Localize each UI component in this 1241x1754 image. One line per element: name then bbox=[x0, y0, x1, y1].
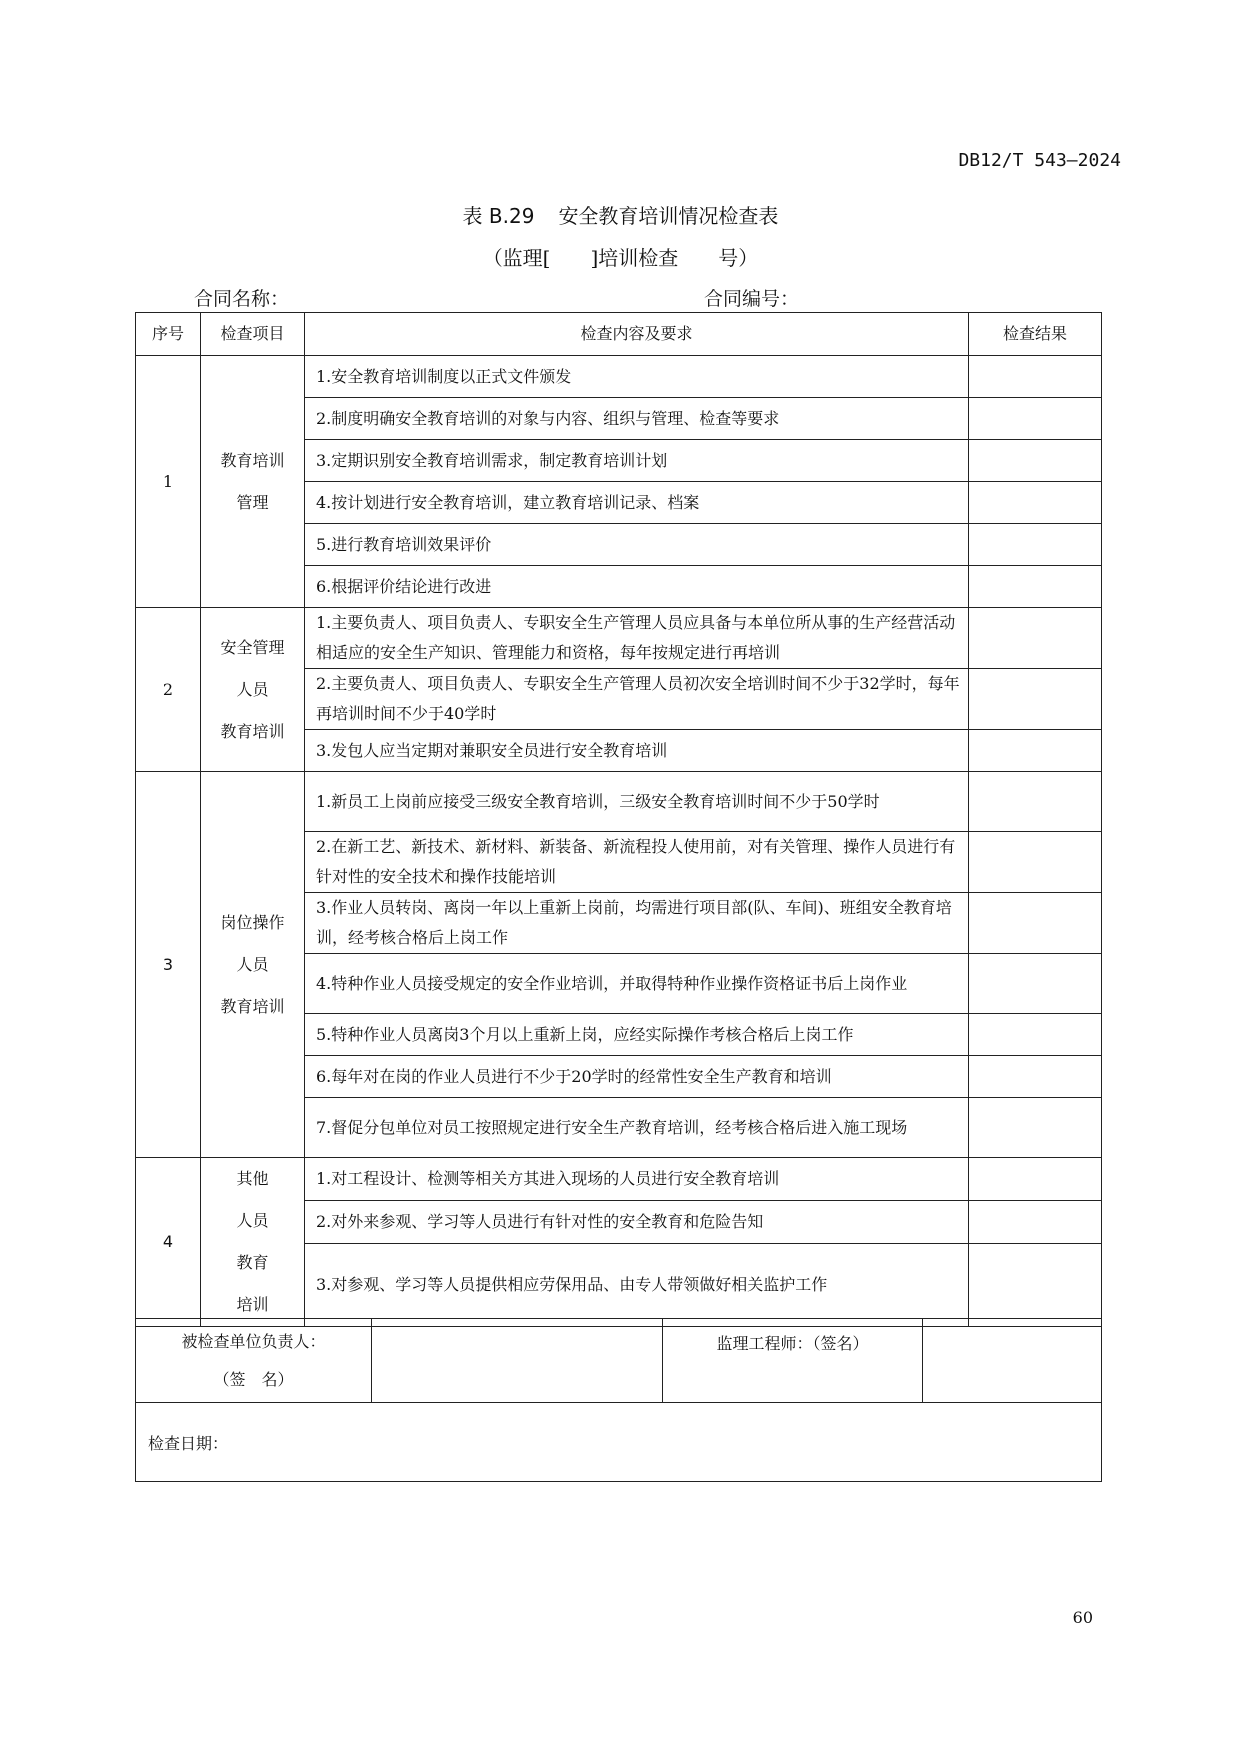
supervisor-label: 监理工程师：（签名） bbox=[663, 1319, 923, 1403]
result-cell[interactable] bbox=[969, 356, 1102, 398]
header-result: 检查结果 bbox=[969, 313, 1102, 356]
requirement-cell: 2.主要负责人、项目负责人、专职安全生产管理人员初次安全培训时间不少于32学时，每年再培训时间不少于40学时 bbox=[305, 669, 969, 730]
page-number: 60 bbox=[1072, 1608, 1093, 1627]
result-cell[interactable] bbox=[969, 1056, 1102, 1098]
requirement-cell: 4.按计划进行安全教育培训，建立教育培训记录、档案 bbox=[305, 482, 969, 524]
requirement-cell: 3.对参观、学习等人员提供相应劳保用品、由专人带领做好相关监护工作 bbox=[305, 1243, 969, 1327]
group-item bbox=[201, 608, 305, 772]
table-number: 表 B.29 bbox=[462, 204, 535, 228]
table-row bbox=[136, 356, 1102, 398]
result-cell[interactable] bbox=[969, 893, 1102, 954]
header-requirement: 检查内容及要求 bbox=[305, 313, 969, 356]
requirement-cell: 6.每年对在岗的作业人员进行不少于20学时的经常性安全生产教育和培训 bbox=[305, 1056, 969, 1098]
group-item-line: 培训 bbox=[236, 1295, 269, 1314]
result-cell[interactable] bbox=[969, 1243, 1102, 1327]
signature-table bbox=[135, 1318, 1102, 1482]
result-cell[interactable] bbox=[969, 954, 1102, 1014]
document-code: DB12/T 543—2024 bbox=[958, 150, 1121, 171]
result-cell[interactable] bbox=[969, 524, 1102, 566]
table-row bbox=[136, 1158, 1102, 1201]
group-item-line: 教育培训 bbox=[220, 721, 285, 741]
inspection-table bbox=[135, 312, 1102, 1327]
inspected-unit-label bbox=[136, 1319, 372, 1403]
contract-number-label: 合同编号： bbox=[704, 288, 800, 310]
group-item-line: 教育培训 bbox=[220, 996, 285, 1016]
requirement-cell: 1.新员工上岗前应接受三级安全教育培训，三级安全教育培训时间不少于50学时 bbox=[305, 772, 969, 832]
group-number: 2 bbox=[136, 608, 201, 772]
inspection-date-label[interactable]: 检查日期： bbox=[136, 1403, 1102, 1482]
requirement-cell: 1.安全教育培训制度以正式文件颁发 bbox=[305, 356, 969, 398]
group-number: 3 bbox=[136, 772, 201, 1158]
date-row bbox=[136, 1403, 1102, 1482]
inspected-unit-signature[interactable] bbox=[372, 1319, 663, 1403]
requirement-cell: 5.特种作业人员离岗3个月以上重新上岗，应经实际操作考核合格后上岗工作 bbox=[305, 1014, 969, 1056]
header-item: 检查项目 bbox=[201, 313, 305, 356]
group-item bbox=[201, 1158, 305, 1327]
requirement-cell: 3.定期识别安全教育培训需求，制定教育培训计划 bbox=[305, 440, 969, 482]
result-cell[interactable] bbox=[969, 398, 1102, 440]
result-cell[interactable] bbox=[969, 1200, 1102, 1243]
requirement-cell: 3.作业人员转岗、离岗一年以上重新上岗前，均需进行项目部(队、车间)、班组安全教育培训，经考核合格后上岗工作 bbox=[305, 893, 969, 954]
requirement-cell: 2.对外来参观、学习等人员进行有针对性的安全教育和危险告知 bbox=[305, 1200, 969, 1243]
result-cell[interactable] bbox=[969, 772, 1102, 832]
result-cell[interactable] bbox=[969, 1098, 1102, 1158]
requirement-cell: 2.制度明确安全教育培训的对象与内容、组织与管理、检查等要求 bbox=[305, 398, 969, 440]
group-item-line: 其他 bbox=[236, 1169, 269, 1188]
table-title-text: 安全教育培训情况检查表 bbox=[558, 204, 779, 228]
result-cell[interactable] bbox=[969, 1014, 1102, 1056]
group-item-line: 安全管理 bbox=[220, 637, 285, 657]
requirement-cell: 3.发包人应当定期对兼职安全员进行安全教育培训 bbox=[305, 730, 969, 772]
table-title bbox=[0, 200, 1241, 229]
header-no: 序号 bbox=[136, 313, 201, 356]
table-row bbox=[136, 608, 1102, 669]
result-cell[interactable] bbox=[969, 482, 1102, 524]
result-cell[interactable] bbox=[969, 669, 1102, 730]
group-item-line: 教育培训 bbox=[220, 450, 285, 470]
group-item-line: 人员 bbox=[236, 679, 269, 699]
group-item-line: 岗位操作 bbox=[220, 912, 285, 932]
group-item bbox=[201, 356, 305, 608]
result-cell[interactable] bbox=[969, 832, 1102, 893]
contract-name-label: 合同名称： bbox=[194, 288, 290, 310]
requirement-cell: 2.在新工艺、新技术、新材料、新装备、新流程投人使用前，对有关管理、操作人员进行有针对性的安全技术和操作技能培训 bbox=[305, 832, 969, 893]
requirement-cell: 4.特种作业人员接受规定的安全作业培训，并取得特种作业操作资格证书后上岗作业 bbox=[305, 954, 969, 1014]
group-item-line: 人员 bbox=[236, 1211, 269, 1230]
requirement-cell: 7.督促分包单位对员工按照规定进行安全生产教育培训，经考核合格后进入施工现场 bbox=[305, 1098, 969, 1158]
sign-hint: （签 名） bbox=[213, 1369, 294, 1389]
group-item-line: 教育 bbox=[236, 1253, 269, 1272]
signature-row bbox=[136, 1319, 1102, 1403]
supervisor-signature[interactable] bbox=[923, 1319, 1102, 1403]
result-cell[interactable] bbox=[969, 730, 1102, 772]
group-number: 1 bbox=[136, 356, 201, 608]
table-row bbox=[136, 772, 1102, 832]
group-item-line: 人员 bbox=[236, 954, 269, 974]
requirement-cell: 1.对工程设计、检测等相关方其进入现场的人员进行安全教育培训 bbox=[305, 1158, 969, 1201]
group-number: 4 bbox=[136, 1158, 201, 1327]
requirement-cell: 5.进行教育培训效果评价 bbox=[305, 524, 969, 566]
result-cell[interactable] bbox=[969, 566, 1102, 608]
result-cell[interactable] bbox=[969, 440, 1102, 482]
table-header-row bbox=[136, 313, 1102, 356]
requirement-cell: 1.主要负责人、项目负责人、专职安全生产管理人员应具备与本单位所从事的生产经营活动相适应的安全生产知识、管理能力和资格，每年按规定进行再培训 bbox=[305, 608, 969, 669]
result-cell[interactable] bbox=[969, 608, 1102, 669]
result-cell[interactable] bbox=[969, 1158, 1102, 1201]
group-item bbox=[201, 772, 305, 1158]
inspected-unit-text: 被检查单位负责人： bbox=[181, 1331, 326, 1351]
table-subtitle: （监理[ ]培训检查 号） bbox=[482, 246, 759, 270]
requirement-cell: 6.根据评价结论进行改进 bbox=[305, 566, 969, 608]
group-item-line: 管理 bbox=[236, 492, 269, 512]
